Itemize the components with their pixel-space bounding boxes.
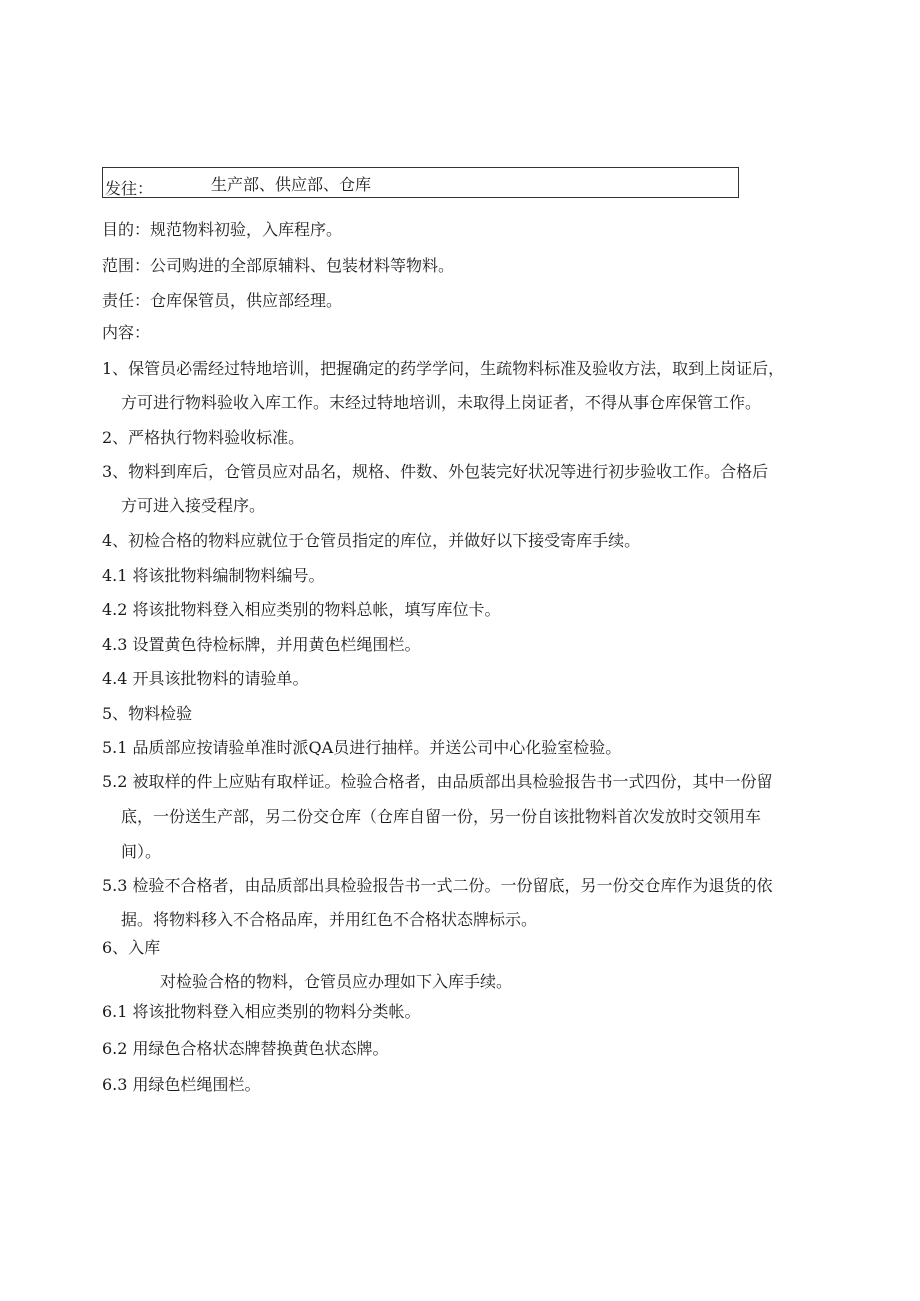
scope-text: 范围：公司购进的全部原辅料、包装材料等物料。 (102, 256, 455, 275)
item-5-1: 5.1 品质部应按请验单准时派QA员进行抽样。并送公司中心化验室检验。 (102, 738, 622, 757)
item-5-2-line-1: 5.2 被取样的件上应贴有取样证。检验合格者，由品质部出具检验报告书一式四份，其中一份留 (102, 772, 773, 791)
item-4-2: 4.2 将该批物料登入相应类别的物料总帐，填写库位卡。 (102, 600, 501, 619)
responsibility-text: 责任：仓库保管员，供应部经理。 (102, 291, 343, 310)
item-3-line-1: 3、物料到库后，仓管员应对品名，规格、件数、外包装完好状况等进行初步验收工作。合格后 (102, 462, 769, 481)
item-4-3: 4.3 设置黄色待检标牌，并用黄色栏绳围栏。 (102, 635, 421, 654)
item-6-1: 6.1 将该批物料登入相应类别的物料分类帐。 (102, 1002, 421, 1021)
distribution-box (102, 167, 739, 198)
item-5: 5、物料检验 (102, 704, 193, 723)
item-4-1: 4.1 将该批物料编制物料编号。 (102, 566, 325, 585)
item-4: 4、初检合格的物料应就位于仓管员指定的库位，并做好以下接受寄库手续。 (102, 531, 641, 550)
item-6-3: 6.3 用绿色栏绳围栏。 (102, 1075, 261, 1094)
item-6: 6、入库 (102, 938, 161, 957)
item-1-line-2: 方可进行物料验收入库工作。末经过特地培训，未取得上岗证者，不得从事仓库保管工作。 (121, 393, 762, 412)
distribution-value: 生产部、供应部、仓库 (211, 175, 372, 194)
item-6-intro: 对检验合格的物料，仓管员应办理如下入库手续。 (160, 972, 513, 991)
item-4-4: 4.4 开具该批物料的请验单。 (102, 669, 309, 688)
item-5-3-line-2: 据。将物料移入不合格品库，并用红色不合格状态牌标示。 (121, 910, 538, 929)
item-5-3-line-1: 5.3 检验不合格者，由品质部出具检验报告书一式二份。一份留底，另一份交仓库作为退货的依 (102, 876, 773, 895)
item-3-line-2: 方可进入接受程序。 (121, 496, 266, 515)
item-5-2-line-3: 间）。 (121, 842, 162, 861)
distribution-label: 发往： (105, 179, 154, 198)
item-1-line-1: 1、保管员必需经过特地培训，把握确定的药学学问，生疏物料标准及验收方法，取到上岗证后， (102, 359, 785, 378)
item-2: 2、严格执行物料验收标准。 (102, 428, 305, 447)
item-6-2: 6.2 用绿色合格状态牌替换黄色状态牌。 (102, 1039, 389, 1058)
content-heading: 内容： (102, 323, 151, 342)
purpose-text: 目的：规范物料初验，入库程序。 (102, 220, 343, 239)
item-5-2-line-2: 底，一份送生产部，另二份交仓库（仓库自留一份，另一份自该批物料首次发放时交领用车 (121, 807, 762, 826)
